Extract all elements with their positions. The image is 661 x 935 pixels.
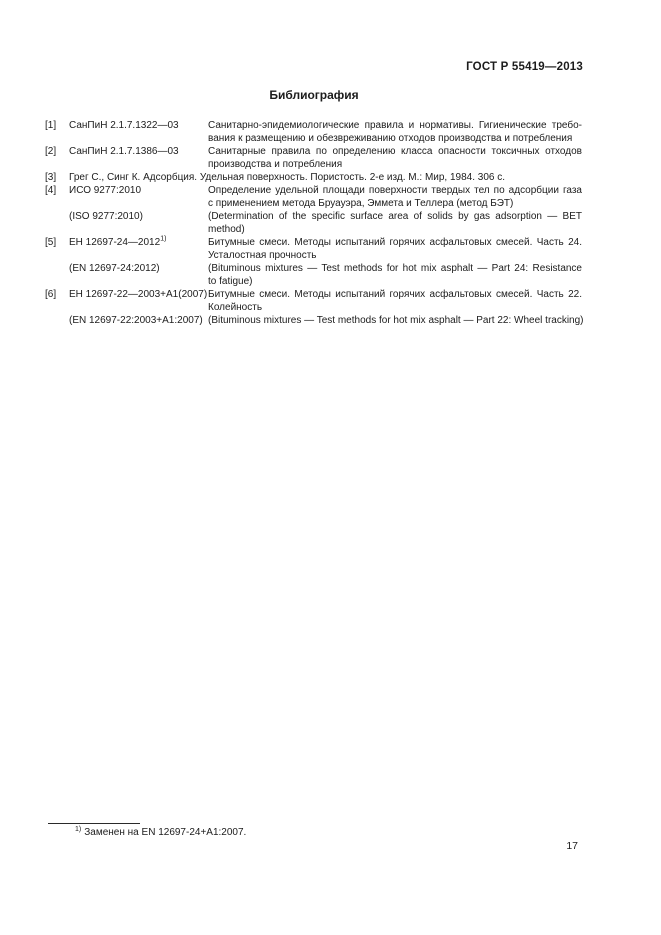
entry-block	[69, 236, 583, 262]
entry-body	[69, 145, 583, 171]
entry-description	[208, 314, 582, 327]
entry-label-text: СанПиН 2.1.7.1322—03	[69, 120, 179, 131]
entry-block	[69, 262, 583, 288]
entry-block	[69, 314, 583, 327]
entry-description	[208, 210, 582, 236]
entry-label	[69, 210, 208, 223]
entry-block	[69, 119, 583, 145]
description-line: (Determination of the specific surface area of solids by gas adsorption — BET	[208, 211, 582, 222]
entry-body	[69, 171, 583, 184]
entry-label	[69, 184, 208, 197]
entry-number: [6]	[45, 289, 57, 300]
entry-description	[208, 119, 582, 145]
footnote-text: Заменен на EN 12697-24+A1:2007.	[84, 827, 247, 838]
entry-block	[69, 288, 583, 314]
footnote-marker: 1)	[75, 825, 82, 833]
description-line: (Bituminous mixtures — Test methods for hot mix asphalt — Part 22: Wheel tracking)	[208, 315, 584, 326]
description-line: Санитарно-эпидемиологические правила и нормативы. Гигиенические требо-	[208, 120, 582, 131]
entry-number: [4]	[45, 185, 57, 196]
entry-label	[69, 119, 208, 132]
bibliography-entry	[45, 236, 583, 288]
description-line: Усталостная прочность	[208, 250, 317, 261]
entry-label-text: (EN 12697-22:2003+A1:2007)	[69, 315, 203, 326]
entry-label-text: ИСО 9277:2010	[69, 185, 142, 196]
footnote-divider	[48, 823, 140, 824]
entry-body	[69, 288, 583, 327]
entry-label	[69, 145, 208, 158]
bibliography-entry	[45, 288, 583, 327]
entry-label-text: (EN 12697-24:2012)	[69, 263, 160, 274]
entry-label	[69, 262, 208, 275]
entry-label-text: ЕН 12697-24—2012	[69, 237, 161, 248]
bibliography-list	[45, 119, 583, 327]
bibliography-entry	[45, 119, 583, 145]
entry-block	[69, 184, 583, 210]
description-line: с применением метода Бруауэра, Эммета и Теллера (метод БЭТ)	[208, 198, 514, 209]
entry-label-text: СанПиН 2.1.7.1386—03	[69, 146, 179, 157]
entry-body	[69, 119, 583, 145]
entry-label	[69, 236, 208, 249]
entry-description	[208, 288, 582, 314]
page-title: Библиография	[269, 88, 359, 102]
description-line: to fatigue)	[208, 276, 253, 287]
entry-block	[69, 145, 583, 171]
entry-body	[69, 184, 583, 236]
description-line: Санитарные правила по определению класса опасности токсичных отходов	[208, 146, 582, 157]
entry-block	[69, 210, 583, 236]
bibliography-entry	[45, 145, 583, 171]
entry-label-text: (ISO 9277:2010)	[69, 211, 143, 222]
page-number: 17	[566, 840, 578, 852]
entry-description	[208, 262, 582, 288]
entry-label-superscript: 1)	[160, 235, 167, 243]
entry-body	[69, 236, 583, 288]
entry-number: [5]	[45, 237, 57, 248]
description-line: вания к размещению и обезвреживанию отходов производства и потребления	[208, 133, 573, 144]
description-line: Колейность	[208, 302, 263, 313]
document-standard-code: ГОСТ Р 55419—2013	[466, 61, 583, 73]
description-line: Битумные смеси. Методы испытаний горячих асфальтовых смесей. Часть 22.	[208, 289, 582, 300]
footnote	[75, 826, 246, 839]
entry-label	[69, 314, 208, 327]
entry-description	[208, 184, 582, 210]
entry-description	[208, 236, 582, 262]
description-line: Битумные смеси. Методы испытаний горячих асфальтовых смесей. Часть 24.	[208, 237, 582, 248]
bibliography-entry	[45, 184, 583, 236]
description-line: (Bituminous mixtures — Test methods for hot mix asphalt — Part 24: Resistance	[208, 263, 582, 274]
entry-label-text: ЕН 12697-22—2003+А1(2007)	[69, 289, 208, 300]
entry-number: [3]	[45, 172, 57, 183]
entry-number: [2]	[45, 146, 57, 157]
entry-label	[69, 288, 208, 301]
bibliography-entry	[45, 171, 583, 184]
description-line: Определение удельной площади поверхности твердых тел по адсорбции газа	[208, 185, 582, 196]
description-line: method)	[208, 224, 245, 235]
entry-number: [1]	[45, 120, 57, 131]
entry-description	[208, 145, 582, 171]
description-line: производства и потребления	[208, 159, 343, 170]
entry-fulltext: Грег С., Синг К. Адсорбция. Удельная поверхность. Пористость. 2-е изд. М.: Мир, 1984. 306 с.	[69, 172, 506, 183]
